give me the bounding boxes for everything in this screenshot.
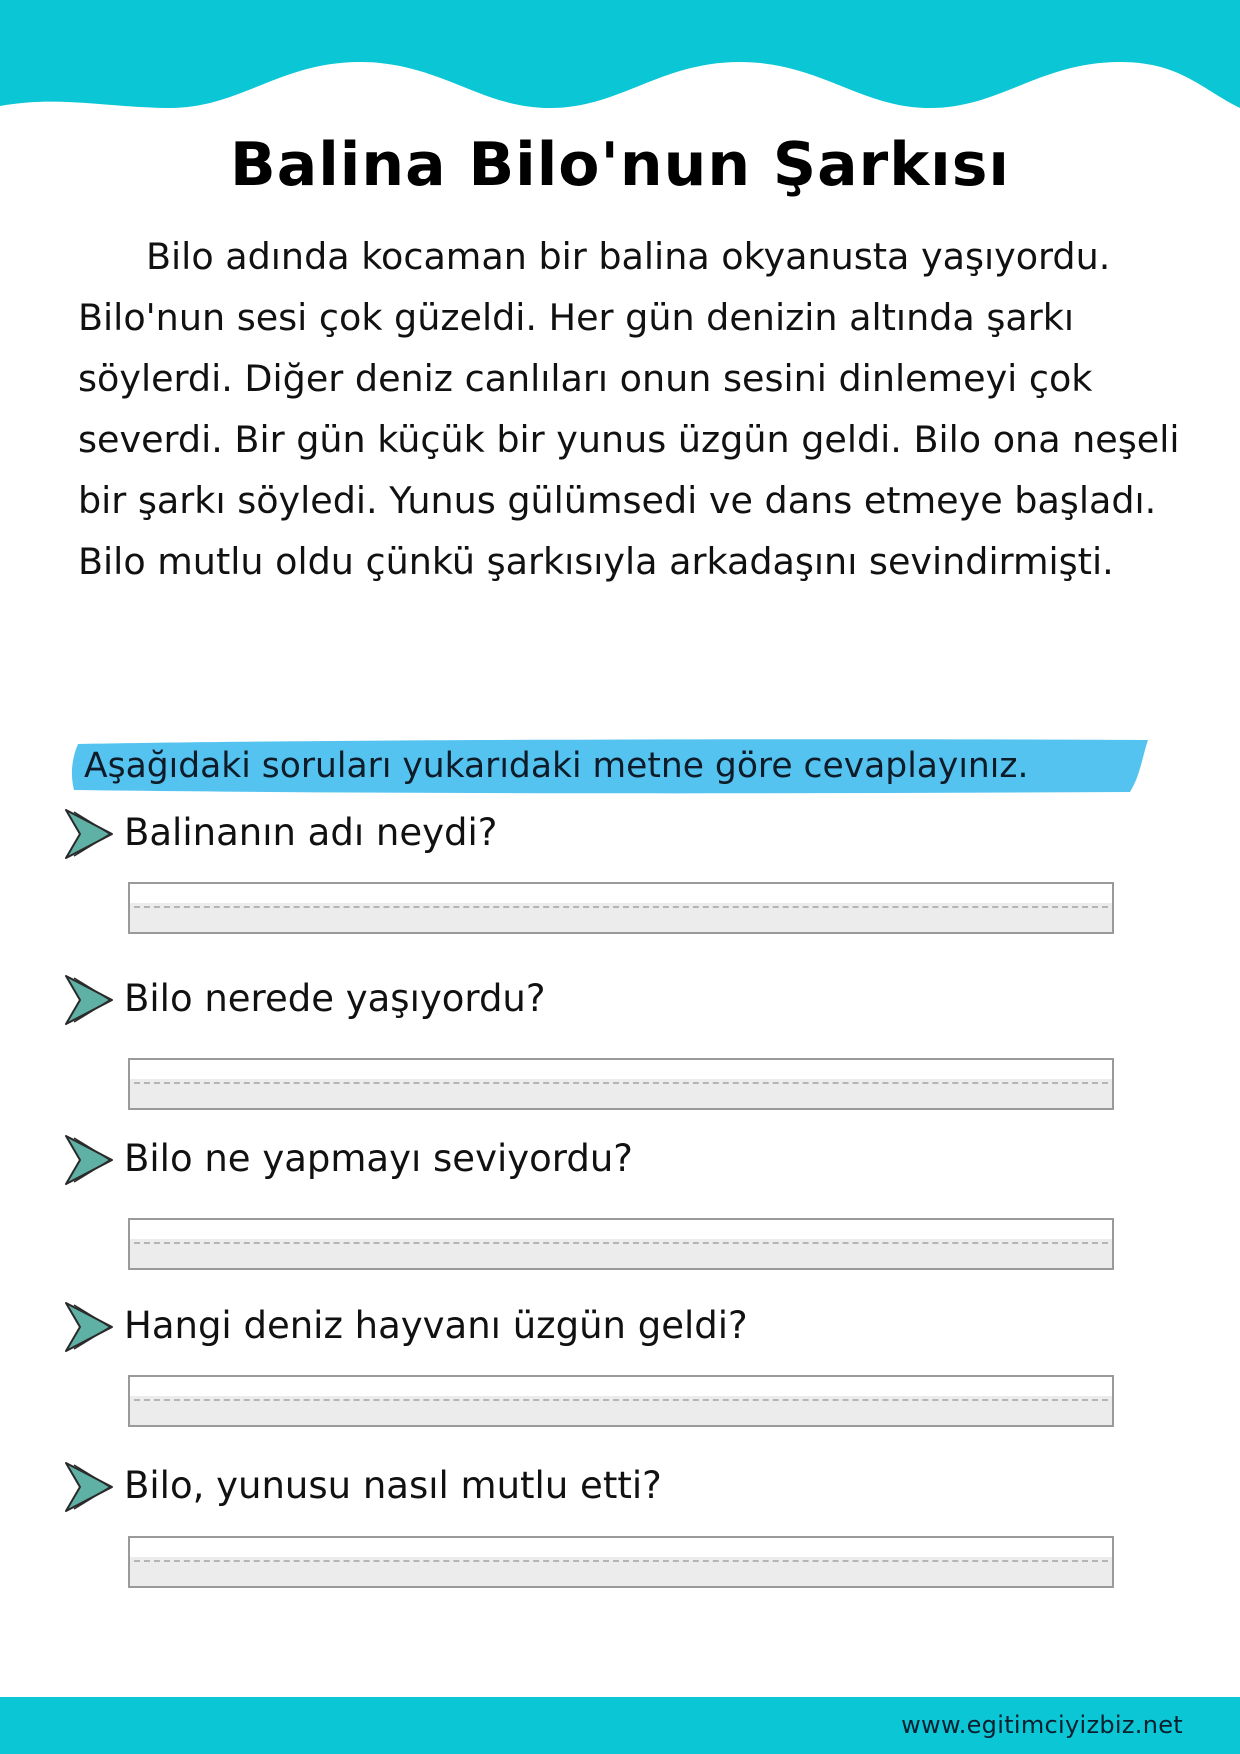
question-2 bbox=[64, 972, 1164, 1028]
chevron-arrow-icon bbox=[64, 1301, 114, 1353]
answer-field-4[interactable] bbox=[128, 1375, 1114, 1427]
answer-field-5[interactable] bbox=[128, 1536, 1114, 1588]
question-5 bbox=[64, 1459, 1164, 1515]
question-1 bbox=[64, 806, 1164, 862]
story-text: Bilo adında kocaman bir balina okyanusta yaşıyordu. Bilo'nun sesi çok güzeldi. Her gün denizin altında şarkı söylerdi. Diğer deniz canlıları onun sesini dinlemeyi çok severdi. Bir gün küçük bir yunus üzgün geldi. Bilo ona neşeli bir şarkı söyledi. Yunus gülümsedi ve dans etmeye başladı. Bilo mutlu oldu çünkü şarkısıyla arkadaşını sevindirmişti. bbox=[78, 235, 1180, 583]
footer-website-link[interactable]: www.egitimciyizbiz.net bbox=[901, 1711, 1183, 1739]
question-3 bbox=[64, 1132, 1164, 1188]
instruction-banner bbox=[70, 738, 1150, 794]
writing-guide-line bbox=[134, 906, 1108, 908]
question-4 bbox=[64, 1299, 1164, 1355]
writing-guide-line bbox=[134, 1242, 1108, 1244]
question-text: Bilo, yunusu nasıl mutlu etti? bbox=[124, 1464, 662, 1507]
question-text: Hangi deniz hayvanı üzgün geldi? bbox=[124, 1304, 748, 1347]
chevron-arrow-icon bbox=[64, 808, 114, 860]
question-text: Bilo nerede yaşıyordu? bbox=[124, 977, 546, 1020]
instruction-text: Aşağıdaki soruları yukarıdaki metne göre cevaplayınız. bbox=[84, 746, 1029, 786]
answer-field-2[interactable] bbox=[128, 1058, 1114, 1110]
writing-guide-line bbox=[134, 1082, 1108, 1084]
writing-guide-line bbox=[134, 1560, 1108, 1562]
chevron-arrow-icon bbox=[64, 1134, 114, 1186]
footer-bar bbox=[0, 1697, 1240, 1754]
question-text: Bilo ne yapmayı seviyordu? bbox=[124, 1137, 633, 1180]
answer-field-1[interactable] bbox=[128, 882, 1114, 934]
answer-field-3[interactable] bbox=[128, 1218, 1114, 1270]
writing-guide-line bbox=[134, 1399, 1108, 1401]
chevron-arrow-icon bbox=[64, 974, 114, 1026]
worksheet-title: Balina Bilo'nun Şarkısı bbox=[230, 130, 1010, 200]
header-wave-decoration bbox=[0, 0, 1240, 112]
chevron-arrow-icon bbox=[64, 1461, 114, 1513]
question-text: Balinanın adı neydi? bbox=[124, 811, 498, 854]
